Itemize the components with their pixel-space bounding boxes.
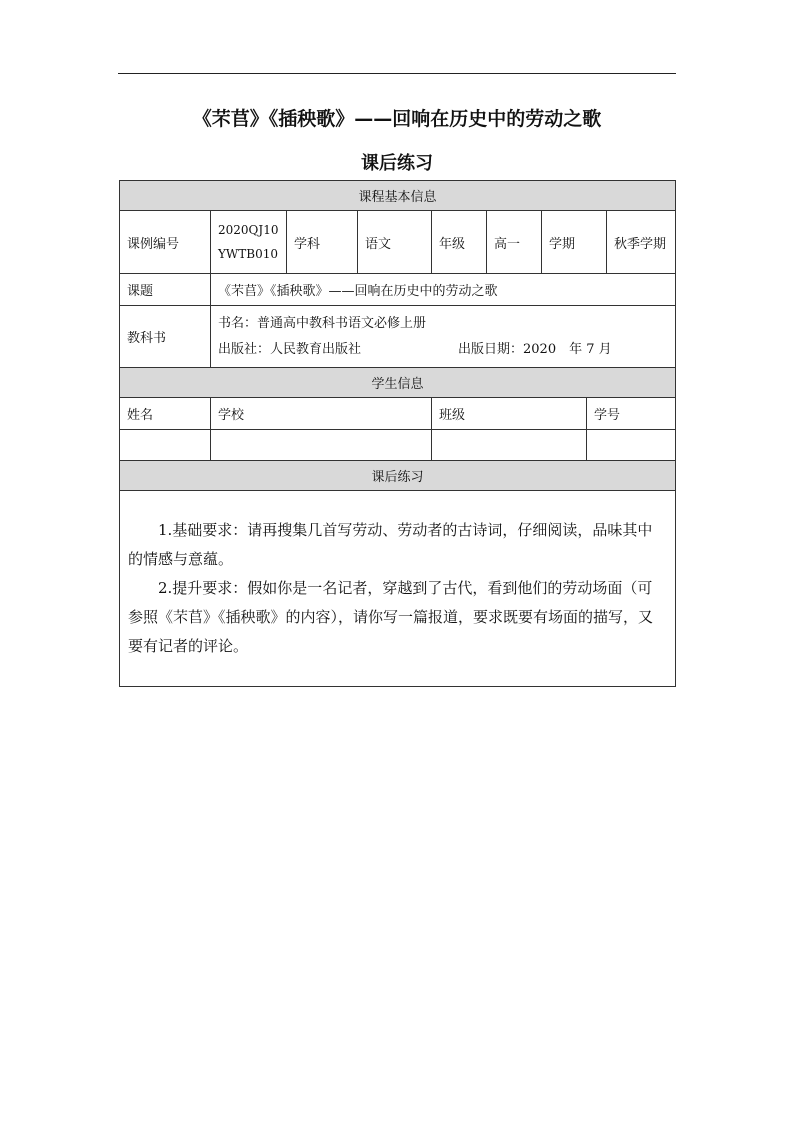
document-title: 《芣苢》《插秧歌》——回响在历史中的劳动之歌 [192,108,602,130]
term-value: 秋季学期 [607,211,676,274]
class-field[interactable] [432,430,587,461]
course-info-table [119,180,676,687]
textbook-publisher: 出版社：人民教育出版社 [218,341,362,357]
textbook-name: 书名：普通高中教科书语文必修上册 [218,315,427,331]
grade-value: 高一 [487,211,542,274]
school-label: 学校 [211,398,432,430]
name-field[interactable] [120,430,211,461]
header-rule [118,73,676,74]
topic-label: 课题 [120,274,211,306]
school-field[interactable] [211,430,432,461]
course-id-label: 课例编号 [120,211,211,274]
topic-value: 《芣苢》《插秧歌》——回响在历史中的劳动之歌 [211,274,676,306]
name-label: 姓名 [120,398,211,430]
subject-value: 语文 [358,211,432,274]
exercise-item-1: 1.基础要求：请再搜集几首写劳动、劳动者的古诗词，仔细阅读，品味其中的情感与意蕴。 [128,521,653,568]
textbook-info [211,306,676,368]
term-label: 学期 [542,211,607,274]
section-exercise: 课后练习 [120,461,676,491]
student-id-field[interactable] [587,430,676,461]
textbook-label: 教科书 [120,306,211,368]
exercise-content [120,491,676,687]
section-course-info: 课程基本信息 [120,181,676,211]
class-label: 班级 [432,398,587,430]
grade-label: 年级 [432,211,487,274]
course-id-line-2: YWTB010 [218,247,278,261]
course-id-line-1: 2020QJ10 [218,223,279,237]
textbook-publish-date: 出版日期：2020 年 7 月 [458,341,612,357]
section-student-info: 学生信息 [120,368,676,398]
student-id-label: 学号 [587,398,676,430]
document-subtitle: 课后练习 [361,153,433,174]
course-id-value [211,211,287,274]
textbook-publisher-line [218,337,668,363]
exercise-item-2: 2.提升要求：假如你是一名记者，穿越到了古代，看到他们的劳动场面（可参照《芣苢》《插秧歌》的内容），请你写一篇报道，要求既要有场面的描写，又要有记者的评论。 [128,579,654,655]
subject-label: 学科 [287,211,358,274]
